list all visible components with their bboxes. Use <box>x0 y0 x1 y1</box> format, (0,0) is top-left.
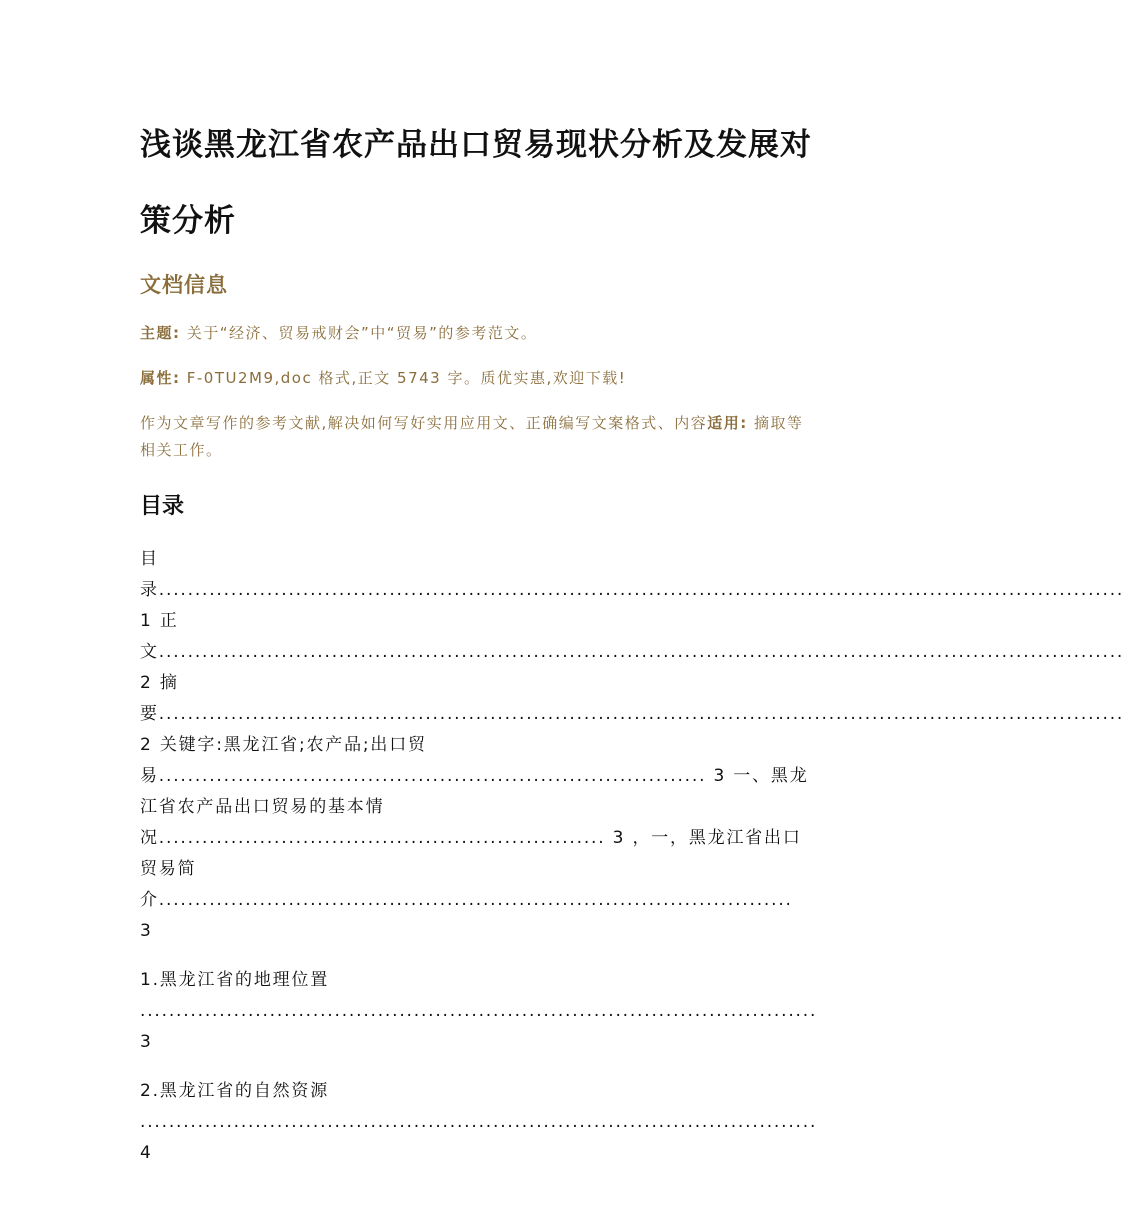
subject-label: 主题: <box>140 324 181 342</box>
document-title-continued: 策分析 <box>140 203 236 239</box>
usage-label: 适用: <box>707 414 748 432</box>
toc-item-title: 1.黑龙江省的地理位置 <box>140 970 330 990</box>
toc-item-leader: .............................................................................................. 4 <box>140 1112 818 1163</box>
toc-item-title: 2.黑龙江省的自然资源 <box>140 1081 330 1101</box>
document-page <box>140 118 1124 1169</box>
usage-line <box>140 410 812 464</box>
usage-text-end: 摘取等相关工作。 <box>140 414 804 459</box>
toc-block: 目录......................................................................................................................................1 正文......................................................................................................................................2 摘要......................................................................................................................................2 关键字:黑龙江省;农产品;出口贸易............................................................................ 3 一、黑龙江省农产品出口贸易的基本情况.............................................................. 3 ，一，黑龙江省出口贸易简介........................................................................................ 3 <box>140 549 1124 941</box>
attribute-text: F-0TU2M9,doc 格式,正文 5743 字。质优实惠,欢迎下载! <box>180 369 627 387</box>
table-of-contents <box>140 544 1124 1169</box>
document-title: 浅谈黑龙江省农产品出口贸易现状分析及发展对 <box>140 127 812 163</box>
attribute-label: 属性: <box>140 369 181 387</box>
usage-text: 作为文章写作的参考文献,解决如何写好实用应用文、正确编写文案格式、内容 <box>140 414 708 432</box>
subject-line <box>140 320 812 347</box>
info-heading: 文档信息 <box>140 273 228 297</box>
attribute-line <box>140 365 812 392</box>
toc-item-leader: .............................................................................................. 3 <box>140 1001 818 1052</box>
toc-heading: 目录 <box>140 494 185 519</box>
subject-text: 关于“经济、贸易戒财会”中“贸易”的参考范文。 <box>180 324 538 342</box>
